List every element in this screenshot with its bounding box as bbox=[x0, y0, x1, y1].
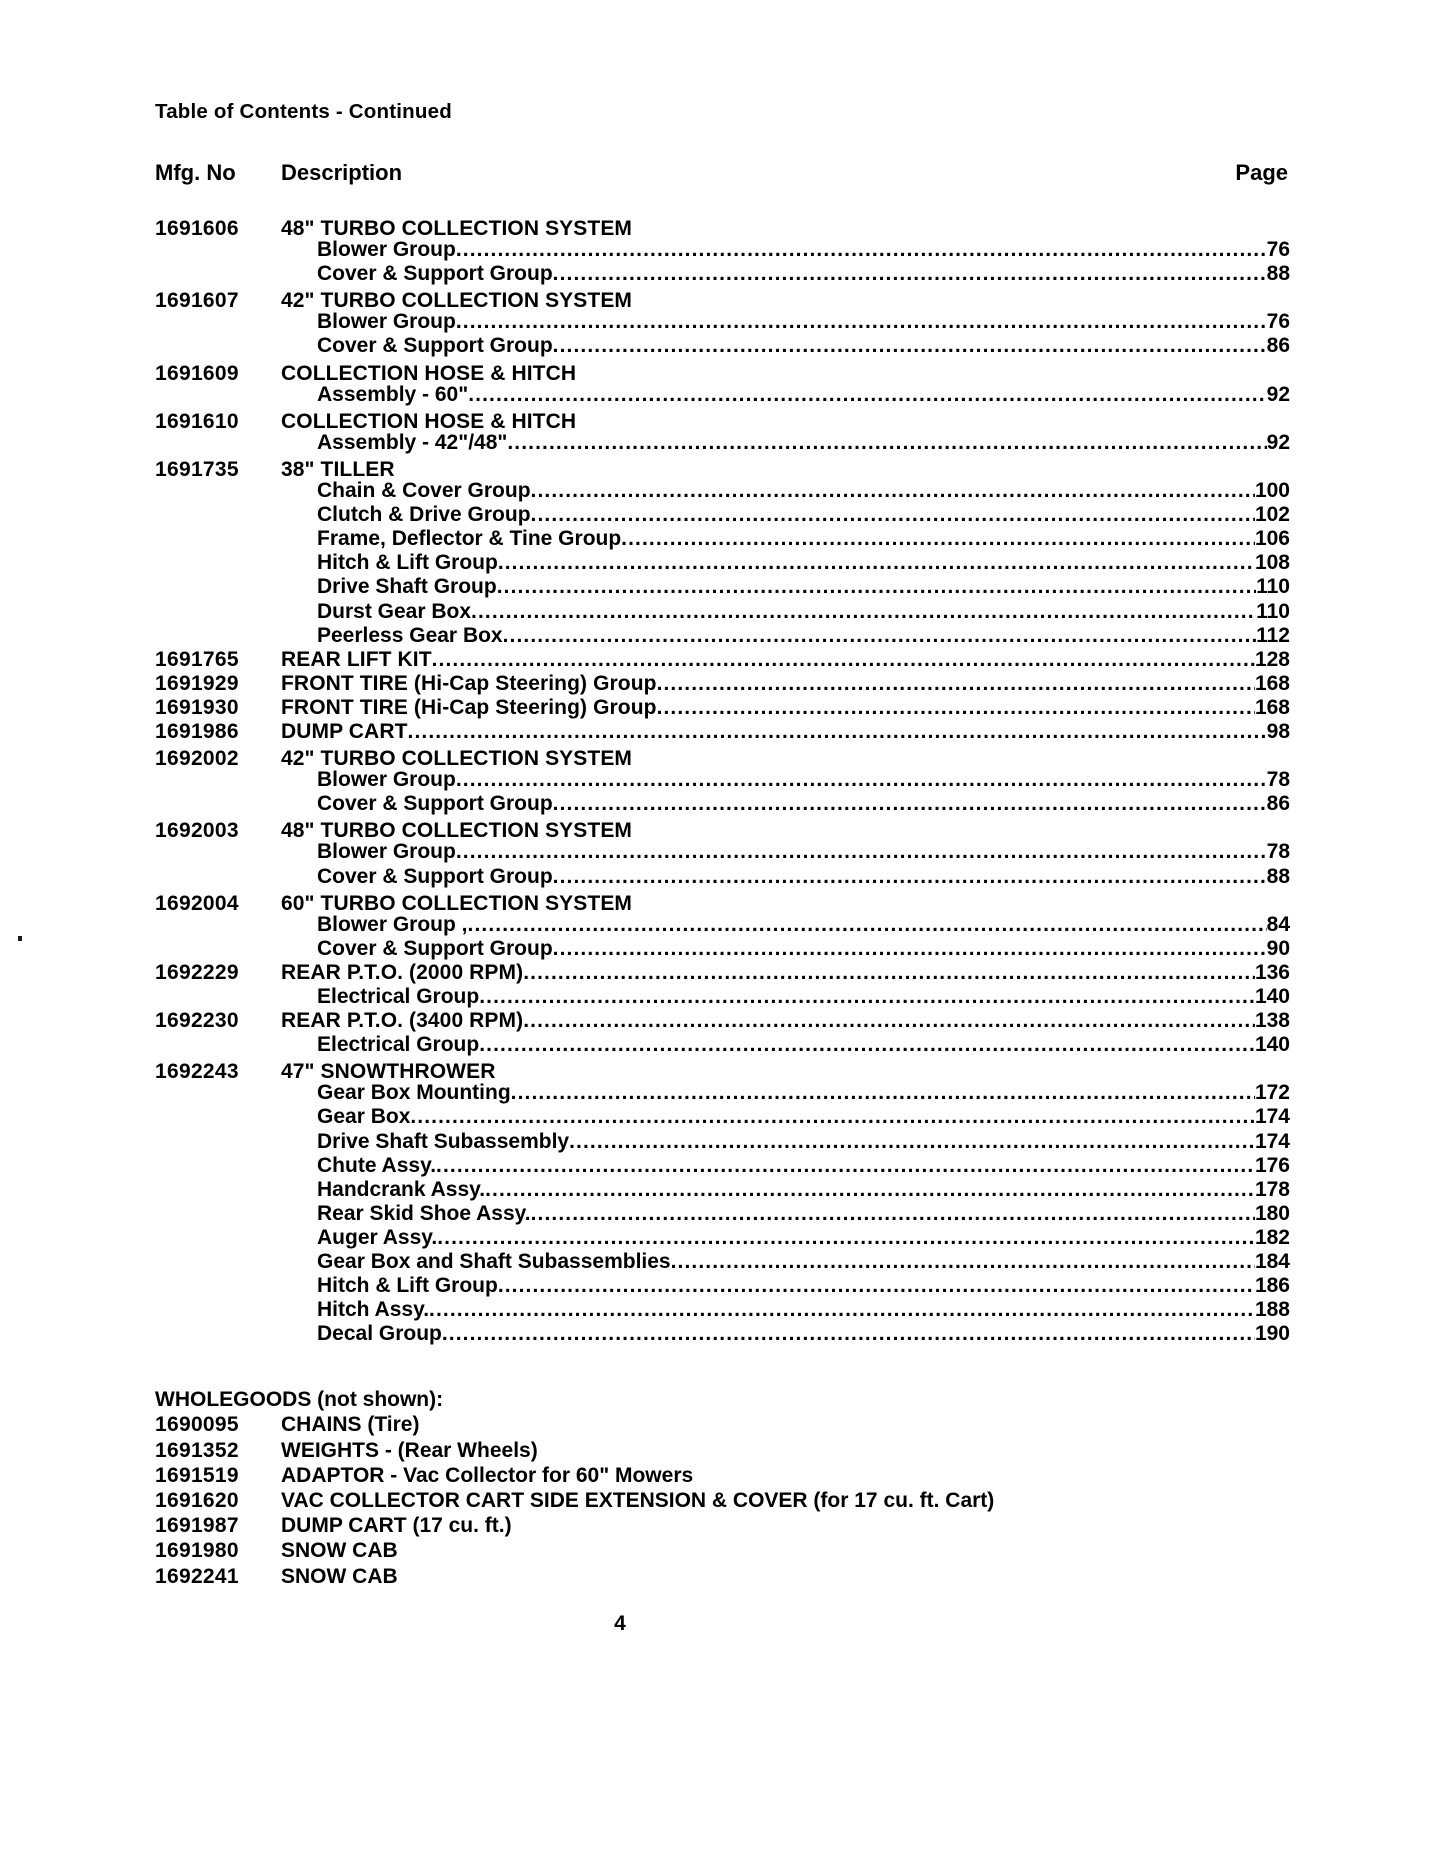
wholegoods-row[interactable] bbox=[155, 1438, 1290, 1463]
toc-entry-description: 42" TURBO COLLECTION SYSTEM bbox=[281, 747, 633, 771]
toc-entry-page-number: 98 bbox=[1266, 719, 1290, 743]
toc-entry-description: Cover & Support Group bbox=[317, 792, 553, 816]
toc-entry-row[interactable] bbox=[155, 1057, 1290, 1084]
dot-leader bbox=[408, 720, 1267, 741]
toc-entry-description: Gear Box bbox=[317, 1105, 411, 1129]
toc-entry-row[interactable] bbox=[155, 383, 1290, 407]
toc-entry-description-wrap bbox=[281, 503, 1290, 527]
toc-entry-page-number: 180 bbox=[1254, 1201, 1290, 1225]
dot-leader bbox=[456, 310, 1267, 331]
toc-entry-description-wrap bbox=[281, 600, 1290, 624]
dot-leader bbox=[498, 1274, 1255, 1295]
dot-leader bbox=[531, 503, 1255, 524]
dot-leader bbox=[569, 1130, 1255, 1151]
toc-entry-mfg-no: 1691735 bbox=[155, 457, 239, 481]
wholegoods-mfg-no: 1692241 bbox=[155, 1564, 239, 1588]
toc-entry-description: COLLECTION HOSE & HITCH bbox=[281, 409, 577, 433]
toc-entry-description-wrap bbox=[281, 383, 1290, 407]
toc-entry-description-wrap bbox=[281, 840, 1290, 864]
toc-entry-mfg-no: 1692003 bbox=[155, 819, 239, 843]
toc-entry-description-wrap bbox=[281, 286, 1290, 313]
wholegoods-mfg-no: 1691987 bbox=[155, 1514, 239, 1538]
toc-entry-mfg-no: 1692229 bbox=[155, 960, 239, 984]
toc-entry-mfg-no: 1691930 bbox=[155, 695, 239, 719]
toc-entry-row[interactable] bbox=[155, 575, 1290, 599]
toc-entry-description: Chute Assy. bbox=[317, 1153, 437, 1177]
toc-entry-row[interactable] bbox=[155, 527, 1290, 551]
toc-entry-description: COLLECTION HOSE & HITCH bbox=[281, 361, 577, 385]
toc-entry-description: Blower Group bbox=[317, 238, 456, 262]
toc-entry-page-number: 88 bbox=[1266, 262, 1290, 286]
dot-leader bbox=[553, 334, 1267, 355]
toc-entry-description: Assembly - 42"/48" bbox=[317, 430, 508, 454]
toc-entry-row[interactable] bbox=[155, 238, 1290, 262]
toc-entry-description: REAR P.T.O. (3400 RPM) bbox=[281, 1009, 524, 1033]
toc-entry-description: Handcrank Assy. bbox=[317, 1177, 486, 1201]
toc-entry-page-number: 128 bbox=[1254, 647, 1290, 671]
toc-entry-description: Cover & Support Group bbox=[317, 334, 553, 358]
toc-entry-row[interactable] bbox=[155, 1081, 1290, 1105]
toc-entry-page-number: 78 bbox=[1266, 768, 1290, 792]
table-header-row bbox=[155, 160, 1290, 186]
toc-entry-row[interactable] bbox=[155, 600, 1290, 624]
toc-entry-row[interactable] bbox=[155, 310, 1290, 334]
toc-entry-page-number: 168 bbox=[1254, 671, 1290, 695]
toc-entry-page-number: 110 bbox=[1256, 575, 1290, 599]
toc-entry-description-wrap bbox=[281, 720, 1290, 744]
toc-entry-description-wrap bbox=[281, 865, 1290, 889]
toc-entry-description: Auger Assy. bbox=[317, 1225, 438, 1249]
toc-entry-page-number: 138 bbox=[1254, 1009, 1290, 1033]
toc-entry-description-wrap bbox=[281, 1274, 1290, 1298]
wholegoods-row[interactable] bbox=[155, 1513, 1290, 1538]
toc-entry-description-wrap bbox=[281, 1154, 1290, 1178]
toc-entry-description: REAR P.T.O. (2000 RPM) bbox=[281, 960, 524, 984]
wholegoods-section bbox=[155, 1387, 1290, 1588]
toc-entry-description-wrap bbox=[281, 768, 1290, 792]
dot-leader bbox=[498, 551, 1255, 572]
toc-entry-description-wrap bbox=[281, 1202, 1290, 1226]
toc-entry-description-wrap bbox=[281, 479, 1290, 503]
dot-leader bbox=[479, 1033, 1255, 1054]
dot-leader bbox=[632, 816, 1290, 837]
toc-entry-row[interactable] bbox=[155, 696, 1290, 720]
dot-leader bbox=[523, 961, 1255, 982]
toc-entry-description-wrap bbox=[281, 1033, 1290, 1057]
toc-entry-row[interactable] bbox=[155, 455, 1290, 479]
toc-entry-page-number: 190 bbox=[1254, 1322, 1290, 1346]
toc-entry-page-number: 174 bbox=[1254, 1129, 1290, 1153]
wholegoods-row[interactable] bbox=[155, 1564, 1290, 1589]
toc-entry-row[interactable] bbox=[155, 551, 1290, 575]
wholegoods-description: SNOW CAB bbox=[281, 1564, 398, 1588]
toc-entry-description: Chain & Cover Group bbox=[317, 479, 531, 503]
toc-entry-description-wrap bbox=[281, 1250, 1290, 1274]
toc-entry-row[interactable] bbox=[155, 1274, 1290, 1298]
toc-entry-mfg-no: 1691929 bbox=[155, 671, 239, 695]
toc-entry-page-number: 176 bbox=[1254, 1153, 1290, 1177]
dot-leader bbox=[632, 286, 1290, 307]
toc-entry-page-number: 188 bbox=[1254, 1298, 1290, 1322]
toc-entry-row[interactable] bbox=[155, 1250, 1290, 1274]
toc-entry-row[interactable] bbox=[155, 865, 1290, 889]
wholegoods-description: DUMP CART (17 cu. ft.) bbox=[281, 1514, 512, 1538]
dot-leader bbox=[456, 840, 1267, 861]
dot-leader bbox=[395, 455, 1290, 476]
toc-entry-description: Clutch & Drive Group bbox=[317, 503, 531, 527]
dot-leader bbox=[621, 527, 1255, 548]
toc-entry-page-number: 108 bbox=[1254, 551, 1290, 575]
toc-entry-description-wrap bbox=[281, 889, 1290, 916]
toc-entry-row[interactable] bbox=[155, 937, 1290, 961]
dot-leader bbox=[531, 479, 1255, 500]
toc-entry-description: FRONT TIRE (Hi-Cap Steering) Group bbox=[281, 671, 657, 695]
toc-entry-page-number: 76 bbox=[1266, 238, 1290, 262]
toc-entry-row[interactable] bbox=[155, 840, 1290, 864]
toc-entry-description: Blower Group bbox=[317, 840, 456, 864]
toc-entry-page-number: 136 bbox=[1254, 960, 1290, 984]
toc-entry-page-number: 88 bbox=[1266, 864, 1290, 888]
toc-entry-description: Cover & Support Group bbox=[317, 936, 553, 960]
toc-entry-row[interactable] bbox=[155, 1130, 1290, 1154]
dot-leader bbox=[553, 262, 1267, 283]
toc-entry-description-wrap bbox=[281, 527, 1290, 551]
toc-entry-row[interactable] bbox=[155, 1105, 1290, 1129]
dot-leader bbox=[436, 1154, 1255, 1175]
toc-entry-row[interactable] bbox=[155, 503, 1290, 527]
toc-entry-description: Peerless Gear Box bbox=[317, 623, 503, 647]
toc-entry-description: 60" TURBO COLLECTION SYSTEM bbox=[281, 891, 633, 915]
wholegoods-description: ADAPTOR - Vac Collector for 60" Mowers bbox=[281, 1463, 694, 1487]
toc-entry-description-wrap bbox=[281, 1081, 1290, 1105]
wholegoods-row[interactable] bbox=[155, 1412, 1290, 1437]
dot-leader bbox=[456, 768, 1267, 789]
toc-entry-row[interactable] bbox=[155, 648, 1290, 672]
toc-entry-row[interactable] bbox=[155, 985, 1290, 1009]
dot-leader bbox=[495, 1057, 1290, 1078]
wholegoods-row[interactable] bbox=[155, 1488, 1290, 1513]
toc-entry-row[interactable] bbox=[155, 961, 1290, 985]
toc-entry-description: Decal Group bbox=[317, 1322, 442, 1346]
dot-leader bbox=[437, 1226, 1255, 1247]
toc-entry-row[interactable] bbox=[155, 1298, 1290, 1322]
toc-entry-page-number: 78 bbox=[1266, 840, 1290, 864]
toc-entry-description-wrap bbox=[281, 1226, 1290, 1250]
toc-entry-mfg-no: 1691610 bbox=[155, 409, 239, 433]
toc-entry-row[interactable] bbox=[155, 1226, 1290, 1250]
toc-entry-row[interactable] bbox=[155, 744, 1290, 771]
wholegoods-mfg-no: 1691352 bbox=[155, 1438, 239, 1462]
toc-entry-page-number: 172 bbox=[1254, 1081, 1290, 1105]
toc-entry-description: 47" SNOWTHROWER bbox=[281, 1060, 496, 1084]
wholegoods-description: VAC COLLECTOR CART SIDE EXTENSION & COVER (for 17 cu. ft. Cart) bbox=[281, 1488, 995, 1512]
toc-entry-page-number: 182 bbox=[1254, 1225, 1290, 1249]
toc-entry-page-number: 110 bbox=[1256, 599, 1290, 623]
toc-entry-page-number: 168 bbox=[1254, 695, 1290, 719]
toc-entry-page-number: 106 bbox=[1254, 527, 1290, 551]
toc-entry-description: Electrical Group bbox=[317, 985, 480, 1008]
column-header-description: Description bbox=[281, 160, 403, 185]
toc-entry-description: Assembly - 60" bbox=[317, 382, 469, 406]
toc-entry-description: Drive Shaft Group bbox=[317, 575, 497, 599]
toc-entry-description: REAR LIFT KIT bbox=[281, 647, 432, 671]
toc-entry-description-wrap bbox=[281, 1298, 1290, 1322]
toc-entry-mfg-no: 1692243 bbox=[155, 1060, 239, 1084]
toc-entry-description: Cover & Support Group bbox=[317, 864, 553, 888]
toc-entry-row[interactable] bbox=[155, 913, 1290, 937]
toc-entry-description: 42" TURBO COLLECTION SYSTEM bbox=[281, 289, 633, 313]
toc-entry-description-wrap bbox=[281, 696, 1290, 720]
toc-entry-description: 48" TURBO COLLECTION SYSTEM bbox=[281, 819, 633, 843]
toc-entry-mfg-no: 1692230 bbox=[155, 1009, 239, 1033]
dot-leader bbox=[468, 913, 1267, 934]
dot-leader bbox=[410, 1105, 1255, 1126]
toc-entry-row[interactable] bbox=[155, 286, 1290, 313]
toc-entry-description-wrap bbox=[281, 672, 1290, 696]
toc-entry-description: Blower Group bbox=[317, 768, 456, 792]
dot-leader bbox=[507, 431, 1266, 452]
toc-entry-page-number: 178 bbox=[1254, 1177, 1290, 1201]
toc-entry-description-wrap bbox=[281, 1009, 1290, 1033]
dot-leader bbox=[442, 1322, 1255, 1343]
wholegoods-list bbox=[155, 1412, 1290, 1588]
toc-entry-row[interactable] bbox=[155, 672, 1290, 696]
toc-entry-row[interactable] bbox=[155, 262, 1290, 286]
toc-entry-row[interactable] bbox=[155, 624, 1290, 648]
dot-leader bbox=[479, 985, 1255, 1006]
toc-entry-list bbox=[155, 214, 1290, 1346]
toc-entry-description-wrap bbox=[281, 551, 1290, 575]
toc-entry-page-number: 100 bbox=[1254, 479, 1290, 503]
toc-entry-description-wrap bbox=[281, 1178, 1290, 1202]
toc-entry-row[interactable] bbox=[155, 431, 1290, 455]
toc-entry-row[interactable] bbox=[155, 792, 1290, 816]
toc-entry-description-wrap bbox=[281, 1057, 1290, 1084]
page-title: Table of Contents - Continued bbox=[155, 100, 452, 123]
toc-entry-mfg-no: 1691609 bbox=[155, 361, 239, 385]
toc-entry-description-wrap bbox=[281, 431, 1290, 455]
toc-entry-description-wrap bbox=[281, 214, 1290, 241]
dot-leader bbox=[657, 696, 1255, 717]
toc-entry-row[interactable] bbox=[155, 768, 1290, 792]
toc-entry-page-number: 92 bbox=[1266, 382, 1290, 406]
toc-entry-description: Frame, Deflector & Tine Group bbox=[317, 527, 622, 551]
toc-entry-description: Hitch & Lift Group bbox=[317, 551, 498, 575]
toc-entry-description: Hitch & Lift Group bbox=[317, 1274, 498, 1298]
wholegoods-description: CHAINS (Tire) bbox=[281, 1413, 420, 1437]
toc-entry-description-wrap bbox=[281, 624, 1290, 648]
toc-entry-description: Rear Skid Shoe Assy. bbox=[317, 1201, 531, 1225]
toc-entry-mfg-no: 1691606 bbox=[155, 217, 239, 240]
toc-entry-description-wrap bbox=[281, 985, 1290, 1009]
toc-entry-description: Cover & Support Group bbox=[317, 262, 553, 286]
dot-leader bbox=[503, 624, 1256, 645]
toc-entry-description-wrap bbox=[281, 937, 1290, 961]
toc-entry-description-wrap bbox=[281, 744, 1290, 771]
toc-entry-description: FRONT TIRE (Hi-Cap Steering) Group bbox=[281, 695, 657, 719]
wholegoods-row[interactable] bbox=[155, 1538, 1290, 1563]
dot-leader bbox=[429, 1298, 1255, 1319]
toc-entry-row[interactable] bbox=[155, 1322, 1290, 1346]
wholegoods-description: WEIGHTS - (Rear Wheels) bbox=[281, 1438, 538, 1462]
toc-entry-row[interactable] bbox=[155, 407, 1290, 431]
toc-entry-row[interactable] bbox=[155, 816, 1290, 843]
toc-content bbox=[155, 100, 1290, 1589]
toc-entry-page-number: 184 bbox=[1254, 1250, 1290, 1274]
toc-entry-page-number: 86 bbox=[1266, 334, 1290, 358]
toc-entry-description: Blower Group bbox=[317, 310, 456, 334]
toc-entry-description-wrap bbox=[281, 816, 1290, 843]
wholegoods-mfg-no: 1691620 bbox=[155, 1488, 239, 1512]
toc-entry-mfg-no: 1691607 bbox=[155, 289, 239, 313]
dot-leader bbox=[553, 792, 1267, 813]
toc-entry-description-wrap bbox=[281, 310, 1290, 334]
dot-leader bbox=[553, 865, 1267, 886]
toc-entry-description-wrap bbox=[281, 1130, 1290, 1154]
toc-entry-row[interactable] bbox=[155, 1178, 1290, 1202]
toc-entry-page-number: 86 bbox=[1266, 792, 1290, 816]
toc-entry-description: Drive Shaft Subassembly bbox=[317, 1129, 570, 1153]
toc-entry-row[interactable] bbox=[155, 479, 1290, 503]
scan-artifact-dot bbox=[18, 936, 22, 941]
toc-entry-description: Blower Group , bbox=[317, 912, 468, 936]
wholegoods-mfg-no: 1691519 bbox=[155, 1463, 239, 1487]
toc-entry-row[interactable] bbox=[155, 1154, 1290, 1178]
dot-leader bbox=[531, 1202, 1255, 1223]
toc-entry-description: Gear Box and Shaft Subassemblies bbox=[317, 1250, 671, 1274]
toc-entry-page-number: 186 bbox=[1254, 1274, 1290, 1298]
dot-leader bbox=[468, 383, 1266, 404]
dot-leader bbox=[657, 672, 1255, 693]
dot-leader bbox=[632, 214, 1290, 235]
wholegoods-mfg-no: 1690095 bbox=[155, 1413, 239, 1437]
column-header-mfg-no: Mfg. No bbox=[155, 160, 236, 185]
toc-entry-row[interactable] bbox=[155, 334, 1290, 358]
dot-leader bbox=[456, 238, 1267, 259]
toc-entry-description-wrap bbox=[281, 359, 1290, 386]
toc-entry-page-number: 102 bbox=[1254, 503, 1290, 527]
toc-entry-description-wrap bbox=[281, 455, 1290, 482]
toc-entry-row[interactable] bbox=[155, 359, 1290, 383]
toc-entry-page-number: 140 bbox=[1254, 985, 1290, 1008]
dot-leader bbox=[511, 1081, 1255, 1102]
wholegoods-mfg-no: 1691980 bbox=[155, 1539, 239, 1563]
toc-entry-description-wrap bbox=[281, 407, 1290, 434]
toc-entry-row[interactable] bbox=[155, 889, 1290, 913]
toc-entry-description-wrap bbox=[281, 575, 1290, 599]
toc-entry-description-wrap bbox=[281, 648, 1290, 672]
toc-entry-description-wrap bbox=[281, 961, 1290, 985]
toc-entry-description-wrap bbox=[281, 334, 1290, 358]
toc-entry-row[interactable] bbox=[155, 1202, 1290, 1226]
toc-entry-mfg-no: 1691986 bbox=[155, 719, 239, 743]
wholegoods-description: SNOW CAB bbox=[281, 1539, 398, 1563]
dot-leader bbox=[523, 1009, 1255, 1030]
dot-leader bbox=[497, 575, 1256, 596]
toc-entry-row[interactable] bbox=[155, 1009, 1290, 1033]
toc-entry-description-wrap bbox=[281, 1322, 1290, 1346]
toc-entry-mfg-no: 1691765 bbox=[155, 647, 239, 671]
toc-entry-row[interactable] bbox=[155, 214, 1290, 238]
page-folio-number: 4 bbox=[614, 1612, 626, 1635]
toc-entry-description-wrap bbox=[281, 913, 1290, 937]
toc-entry-row[interactable] bbox=[155, 1033, 1290, 1057]
dot-leader bbox=[553, 937, 1267, 958]
dot-leader bbox=[576, 407, 1290, 428]
toc-entry-description: 38" TILLER bbox=[281, 457, 395, 481]
toc-entry-description-wrap bbox=[281, 1105, 1290, 1129]
toc-entry-page-number: 90 bbox=[1266, 936, 1290, 960]
column-header-page: Page bbox=[1235, 160, 1288, 185]
dot-leader bbox=[432, 648, 1255, 669]
toc-entry-description: Electrical Group bbox=[317, 1033, 480, 1057]
dot-leader bbox=[632, 889, 1290, 910]
dot-leader bbox=[632, 744, 1290, 765]
toc-entry-description-wrap bbox=[281, 238, 1290, 262]
wholegoods-title: WHOLEGOODS (not shown): bbox=[155, 1388, 444, 1412]
dot-leader bbox=[485, 1178, 1255, 1199]
toc-entry-page-number: 92 bbox=[1266, 430, 1290, 454]
toc-entry-mfg-no: 1692002 bbox=[155, 747, 239, 771]
toc-entry-row[interactable] bbox=[155, 720, 1290, 744]
toc-entry-description: Gear Box Mounting bbox=[317, 1081, 511, 1105]
toc-entry-page-number: 140 bbox=[1254, 1033, 1290, 1057]
toc-entry-description: 48" TURBO COLLECTION SYSTEM bbox=[281, 217, 633, 240]
toc-entry-description-wrap bbox=[281, 262, 1290, 286]
toc-entry-description-wrap bbox=[281, 792, 1290, 816]
toc-entry-description: Durst Gear Box bbox=[317, 599, 472, 623]
dot-leader bbox=[576, 359, 1290, 380]
toc-entry-page-number: 112 bbox=[1256, 623, 1290, 647]
toc-entry-description: Hitch Assy. bbox=[317, 1298, 430, 1322]
dot-leader bbox=[471, 600, 1256, 621]
toc-entry-page-number: 84 bbox=[1266, 912, 1290, 936]
toc-entry-page-number: 76 bbox=[1266, 310, 1290, 334]
wholegoods-row[interactable] bbox=[155, 1463, 1290, 1488]
toc-entry-page-number: 174 bbox=[1254, 1105, 1290, 1129]
toc-entry-description: DUMP CART bbox=[281, 719, 408, 743]
dot-leader bbox=[671, 1250, 1255, 1271]
toc-entry-mfg-no: 1692004 bbox=[155, 891, 239, 915]
